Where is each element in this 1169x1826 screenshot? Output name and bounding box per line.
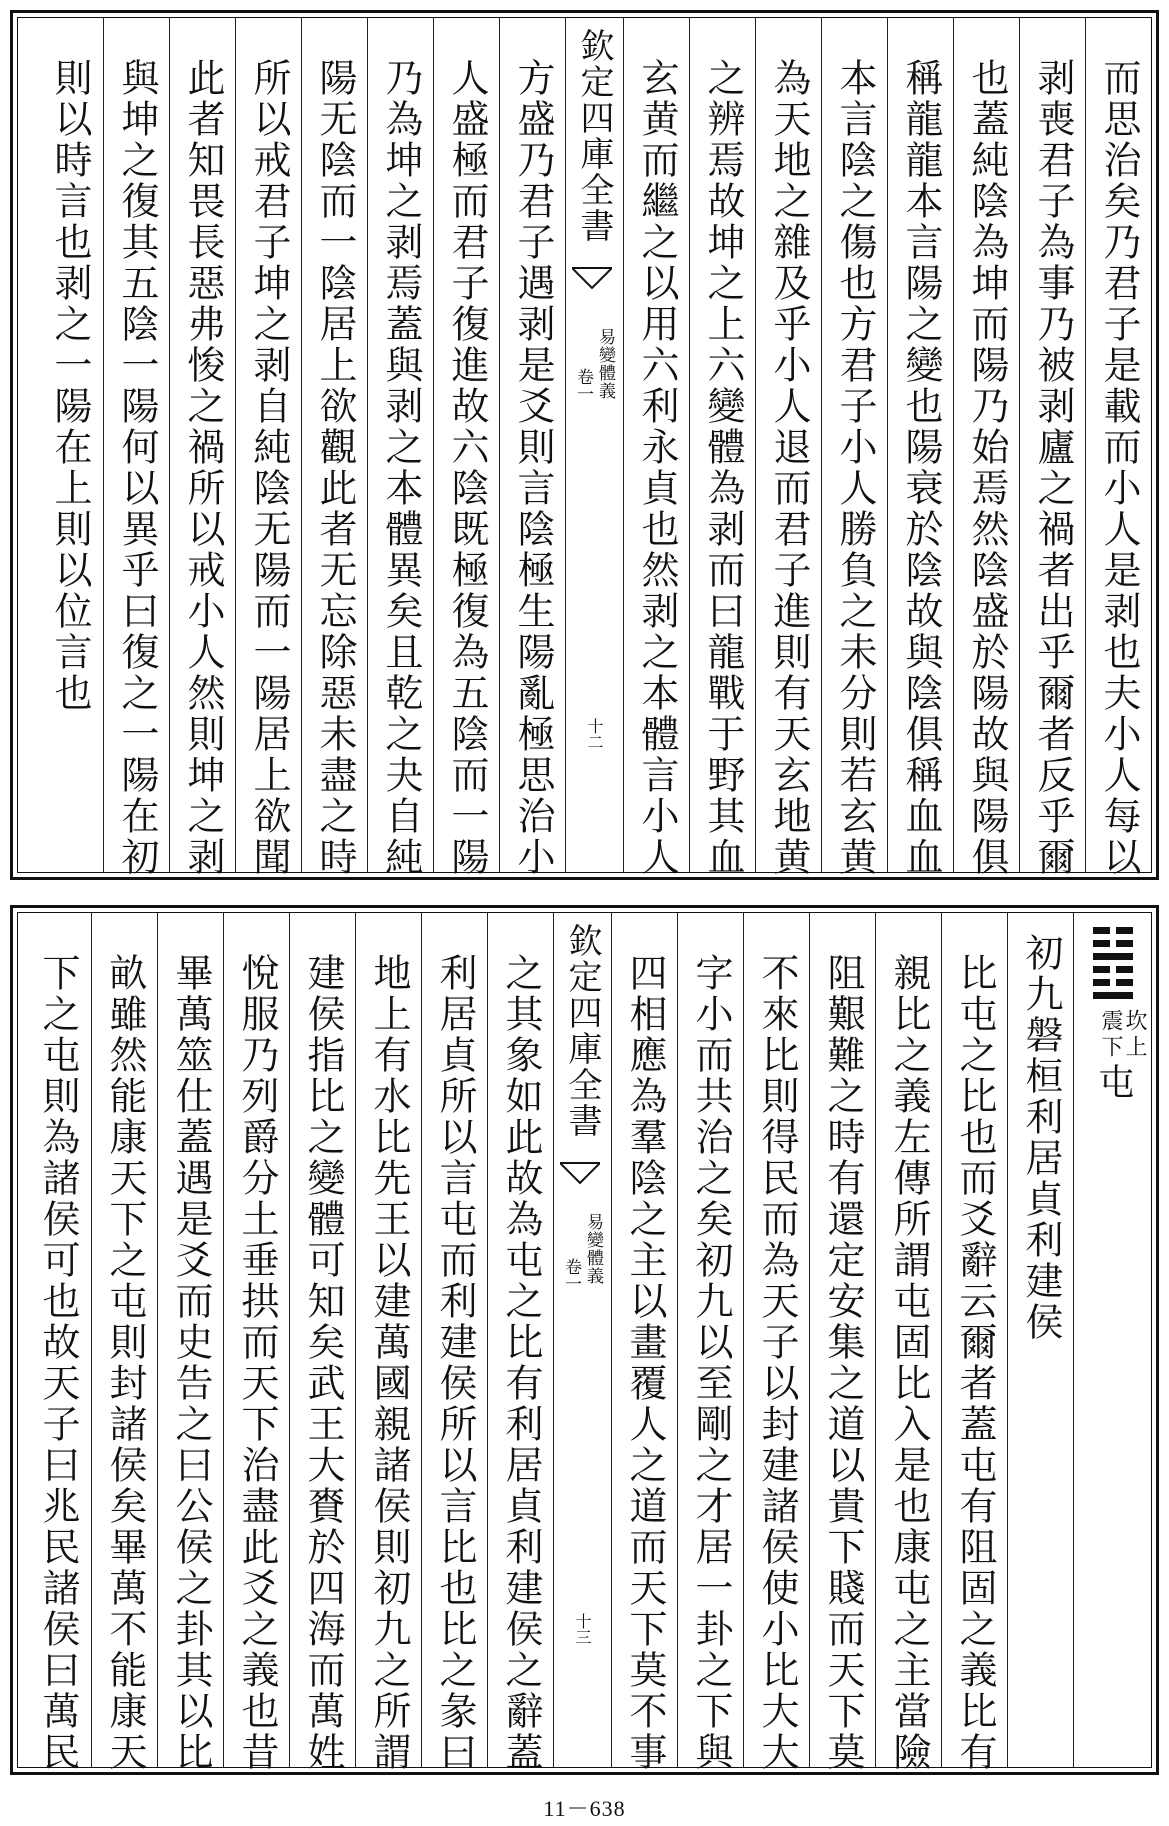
top-page-columns (18, 18, 1151, 878)
text-column: 之其象如此故為屯之比有利居貞利建侯之辭蓋 (487, 913, 553, 1767)
center-juan: 卷一 (573, 368, 593, 402)
bottom-page-frame (10, 905, 1159, 1775)
text-column: 親比之義左傳所謂屯固比入是也康屯之主當險 (875, 913, 941, 1767)
center-title: 欽定四庫全書 (574, 28, 614, 244)
hexagram-header-column (1073, 913, 1151, 1767)
top-page-inner-border (17, 17, 1152, 878)
text-column: 玄黄而繼之以用六利永貞也然剥之本體言小人 (623, 18, 689, 872)
hexagram-name: 屯 (1093, 1063, 1134, 1102)
text-column: 人盛極而君子復進故六陰既極復為五陰而一陽 (433, 18, 499, 872)
text-column: 利居貞所以言屯而利建侯所以言比也比之彖曰 (421, 913, 487, 1767)
center-fold-column (565, 18, 623, 872)
text-column: 悅服乃列爵分土垂拱而天下治盡此爻之義也昔 (223, 913, 289, 1767)
text-column: 為天地之雜及乎小人退而君子進則有天玄地黄 (755, 18, 821, 872)
text-column: 下之屯則為諸侯可也故天子曰兆民諸侯曰萬民 (36, 953, 80, 1773)
text-column: 本言陰之傷也方君子小人勝負之未分則若玄黄 (821, 18, 887, 872)
trigram-lower-name: 坎 (1122, 1009, 1147, 1031)
text-column: 陽无陰而一陰居上欲觀此者无忘除惡未盡之時 (301, 18, 367, 872)
trigram-upper-name: 震 (1098, 1009, 1123, 1031)
center-juan: 卷一 (561, 1258, 581, 1292)
text-column: 不來比則得民而為天子以封建諸侯使小比大大 (743, 913, 809, 1767)
center-page-number: 十三 (573, 1613, 592, 1645)
fishtail-mark-icon (572, 266, 612, 292)
bottom-page-columns (18, 913, 1151, 1773)
text-column: 則以時言也剥之一陽在上則以位言也 (48, 58, 92, 714)
text-column: 比屯之比也而爻辭云爾者蓋屯有阻固之義比有 (941, 913, 1007, 1767)
text-column: 之辨焉故坤之上六變體為剥而曰龍戰于野其血 (689, 18, 755, 872)
text-column: 字小而共治之矣初九以至剛之才居一卦之下與 (677, 913, 743, 1767)
text-column: 乃為坤之剥焉蓋與剥之本體異矣且乾之夬自純 (367, 18, 433, 872)
text-column: 此者知畏長惡弗悛之禍所以戒小人然則坤之剥 (169, 18, 235, 872)
text-column: 初九磐桓利居貞利建侯 (1007, 913, 1073, 1767)
text-column: 畝雖然能康天下之屯則封諸侯矣畢萬不能康天 (91, 913, 157, 1767)
text-column: 畢萬筮仕蓋遇是爻而史告之曰公侯之卦其以比 (157, 913, 223, 1767)
text-column: 阻艱難之時有還定安集之道以貴下賤而天下莫 (809, 913, 875, 1767)
text-column: 方盛乃君子遇剥是爻則言陰極生陽亂極思治小 (499, 18, 565, 872)
center-fold-column (553, 913, 611, 1767)
bottom-page-inner-border (17, 912, 1152, 1773)
center-page-number: 十二 (585, 718, 604, 750)
text-column: 剥喪君子為事乃被剥廬之禍者出乎爾者反乎爾 (1019, 18, 1085, 872)
text-column: 稱龍龍本言陽之變也陽衰於陰故與陰俱稱血血 (887, 18, 953, 872)
fishtail-mark-icon (560, 1161, 600, 1187)
page-footer-number: 11－638 (543, 1796, 626, 1821)
trigram-upper-position: 下 (1098, 1035, 1123, 1057)
center-book-title: 易變體義 (583, 1213, 603, 1285)
text-column: 四相應為羣陰之主以畫覆人之道而天下莫不事 (611, 913, 677, 1767)
trigram-lower-position: 上 (1122, 1035, 1147, 1057)
hexagram-icon (1093, 927, 1133, 1005)
top-page-frame (10, 10, 1159, 880)
text-column: 建侯指比之變體可知矣武王大賚於四海而萬姓 (289, 913, 355, 1767)
text-column: 所以戒君子坤之剥自純陰无陽而一陽居上欲聞 (235, 18, 301, 872)
center-book-title: 易變體義 (595, 328, 615, 400)
text-column: 地上有水比先王以建萬國親諸侯則初九之所謂 (355, 913, 421, 1767)
center-title: 欽定四庫全書 (562, 923, 602, 1139)
text-column: 也蓋純陰為坤而陽乃始焉然陰盛於陽故與陽俱 (953, 18, 1019, 872)
text-column: 而思治矣乃君子是載而小人是剥也夫小人每以 (1085, 18, 1151, 872)
text-column: 與坤之復其五陰一陽何以異乎曰復之一陽在初 (103, 18, 169, 872)
